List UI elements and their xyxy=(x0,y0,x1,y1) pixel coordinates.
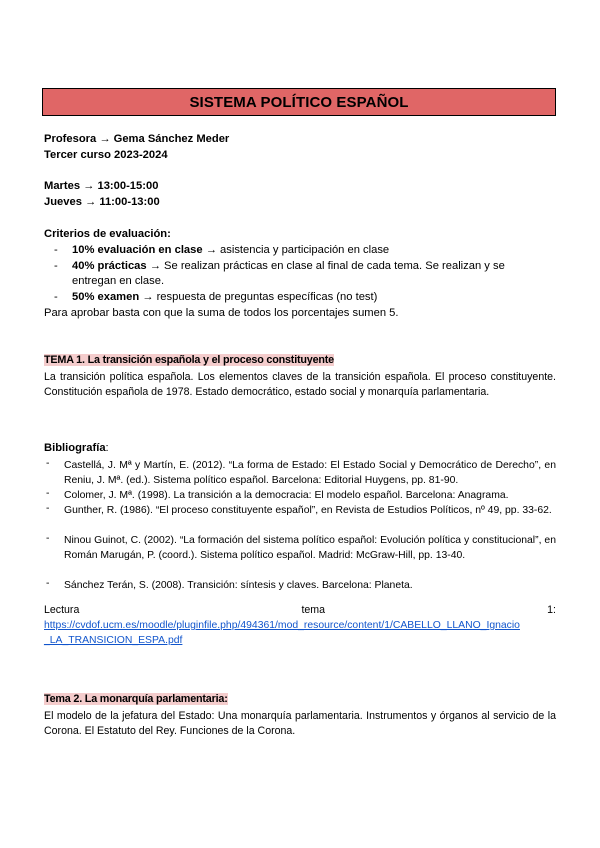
tema1-heading: TEMA 1. La transición española y el proceso constituyente xyxy=(44,354,334,366)
bib-dash: - xyxy=(46,488,50,499)
criterio-item xyxy=(72,260,505,272)
criterio-bold: 50% examen xyxy=(72,291,140,303)
lectura-line xyxy=(44,604,556,616)
tema2-heading-wrap xyxy=(44,693,228,705)
lectura-link[interactable]: https://cvdof.ucm.es/moodle/pluginfile.php/494361/mod_resource/content/1/CABELLO_LLANO_Ignacio xyxy=(44,620,520,631)
bibliografia-heading-wrap xyxy=(44,442,109,454)
tema-number: 1: xyxy=(547,604,556,616)
tema1-body: La transición política española. Los elementos claves de la transición española. El proceso constituyente. Constitución española de 1978. Estado democrático, estado social y monarquía parlamentaria. xyxy=(44,371,556,398)
criterio-bold: 10% evaluación en clase xyxy=(72,244,203,256)
bullet-dash: - xyxy=(54,244,58,256)
criterio-text-continued: entregan en clase. xyxy=(72,275,165,287)
tema-word: tema xyxy=(301,604,326,616)
bib-dash: - xyxy=(46,503,50,514)
bib-dash: - xyxy=(46,533,50,544)
criterio-item xyxy=(72,291,377,303)
criterio-text: → Se realizan prácticas en clase al final de cada tema. Se realizan y se xyxy=(146,260,505,272)
bib-dash: - xyxy=(46,578,50,589)
bib-item: Sánchez Terán, S. (2008). Transición: síntesis y claves. Barcelona: Planeta. xyxy=(64,580,413,591)
criterio-bold: 40% prácticas xyxy=(72,260,147,272)
curso-line: Tercer curso 2023-2024 xyxy=(44,149,168,161)
criterios-heading: Criterios de evaluación: xyxy=(44,228,171,240)
bib-item: Ninou Guinot, C. (2002). “La formación del sistema político español: Evolución política y constitucional”, en Román Marugán, P. (coord.). Sistema político español. Madrid: McGraw-Hill, pp. 13-40. xyxy=(64,535,556,561)
title-banner xyxy=(42,88,556,116)
tema2-body: El modelo de la jefatura del Estado: Una monarquía parlamentaria. Instrumentos y órganos al servicio de la Corona. El Estatuto del Rey. Funciones de la Corona. xyxy=(44,710,556,737)
tema1-heading-wrap xyxy=(44,354,334,366)
criterio-item xyxy=(72,244,389,256)
lectura-word: Lectura xyxy=(44,604,80,616)
bullet-dash: - xyxy=(54,291,58,303)
schedule-martes: Martes → 13:00-15:00 xyxy=(44,180,159,192)
bullet-dash: - xyxy=(54,260,58,272)
bibliografia-colon: : xyxy=(105,442,109,454)
aprobar-note: Para aprobar basta con que la suma de todos los porcentajes sumen 5. xyxy=(44,307,399,319)
lectura-link-continued[interactable]: _LA_TRANSICION_ESPA.pdf xyxy=(44,635,183,646)
tema2-heading: Tema 2. La monarquía parlamentaria: xyxy=(44,693,228,705)
bib-item: Castellá, J. Mª y Martín, E. (2012). “La forma de Estado: El Estado Social y Democrático de Derecho”, en Reniu, J. Mª. (ed.). Sistema político español. Barcelona: Editorial Huygens, pp. 81-90. xyxy=(64,460,556,486)
profesora-line: Profesora → Gema Sánchez Meder xyxy=(44,133,230,145)
bib-item: Gunther, R. (1986). “El proceso constituyente español”, en Revista de Estudios Políticos, nº 49, pp. 33-62. xyxy=(64,505,552,516)
schedule-jueves: Jueves → 11:00-13:00 xyxy=(44,196,160,208)
bib-item: Colomer, J. Mª. (1998). La transición a la democracia: El modelo español. Barcelona: Anagrama. xyxy=(64,490,509,501)
page-title: SISTEMA POLÍTICO ESPAÑOL xyxy=(189,93,409,111)
bib-dash: - xyxy=(46,458,50,469)
criterio-text: → respuesta de preguntas específicas (no test) xyxy=(139,291,378,303)
bibliografia-heading: Bibliografía xyxy=(44,442,106,454)
criterio-text: → asistencia y participación en clase xyxy=(202,244,390,256)
